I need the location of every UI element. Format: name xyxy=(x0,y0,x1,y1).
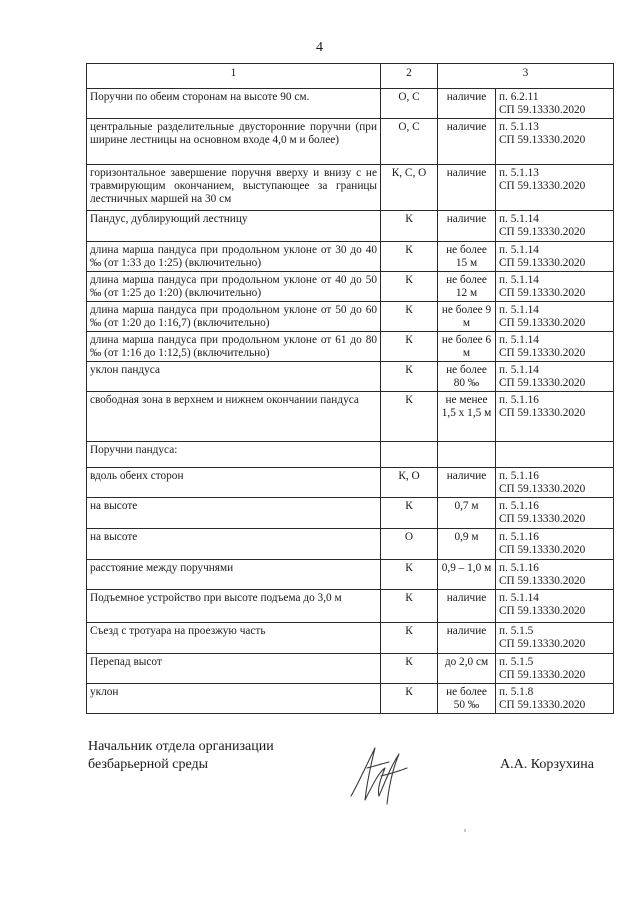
ref-clause: п. 5.1.5 xyxy=(499,656,534,668)
row-value: наличие xyxy=(438,119,496,165)
ref-clause: п. 5.1.14 xyxy=(499,274,539,286)
row-value: наличие xyxy=(438,468,496,498)
table-row xyxy=(87,211,614,242)
row-value: не более 50 ‰ xyxy=(438,684,496,714)
row-ref xyxy=(496,442,614,468)
row-ref xyxy=(496,332,614,362)
row-value: наличие xyxy=(438,623,496,654)
header-col-3: 3 xyxy=(438,64,614,89)
row-value: не более 9 м xyxy=(438,302,496,332)
row-ref xyxy=(496,242,614,272)
ref-clause: п. 5.1.14 xyxy=(499,213,539,225)
row-code: О, С xyxy=(381,119,438,165)
row-value: наличие xyxy=(438,89,496,119)
ref-standard: СП 59.13330.2020 xyxy=(499,699,586,711)
table-row xyxy=(87,89,614,119)
table-row xyxy=(87,302,614,332)
table-row xyxy=(87,560,614,590)
table-row xyxy=(87,623,614,654)
table-row xyxy=(87,529,614,560)
ref-clause: п. 5.1.14 xyxy=(499,364,539,376)
signatory-position xyxy=(88,738,274,774)
row-name: длина марша пандуса при продольном уклоне от 40 до 50 ‰ (от 1:25 до 1:20) (включительно) xyxy=(87,272,381,302)
row-ref xyxy=(496,302,614,332)
row-value: 0,9 м xyxy=(438,529,496,560)
row-code: К xyxy=(381,560,438,590)
row-code: К xyxy=(381,272,438,302)
row-ref xyxy=(496,165,614,211)
ref-clause: п. 5.1.13 xyxy=(499,167,539,179)
ref-standard: СП 59.13330.2020 xyxy=(499,377,586,389)
row-ref xyxy=(496,468,614,498)
page-number: 4 xyxy=(316,40,323,55)
ref-clause: п. 5.1.14 xyxy=(499,592,539,604)
ref-clause: п. 5.1.13 xyxy=(499,121,539,133)
table-row xyxy=(87,442,614,468)
row-ref xyxy=(496,272,614,302)
ref-clause: п. 5.1.14 xyxy=(499,244,539,256)
row-value: не более 15 м xyxy=(438,242,496,272)
row-name: центральные разделительные двусторонние поручни (при ширине лестницы на основном входе 4,0 м и более) xyxy=(87,119,381,165)
table-row xyxy=(87,119,614,165)
row-ref xyxy=(496,362,614,392)
row-ref xyxy=(496,89,614,119)
row-ref xyxy=(496,392,614,442)
row-value: не более 12 м xyxy=(438,272,496,302)
ref-clause: п. 5.1.14 xyxy=(499,304,539,316)
row-code: К xyxy=(381,498,438,529)
row-name: на высоте xyxy=(87,529,381,560)
scan-speck xyxy=(464,829,466,832)
row-ref xyxy=(496,590,614,623)
table-row xyxy=(87,498,614,529)
row-code: К xyxy=(381,654,438,684)
table-row xyxy=(87,684,614,714)
row-name: длина марша пандуса при продольном уклоне от 61 до 80 ‰ (от 1:16 до 1:12,5) (включительно) xyxy=(87,332,381,362)
row-ref xyxy=(496,654,614,684)
row-value: 0,9 – 1,0 м xyxy=(438,560,496,590)
table-row xyxy=(87,468,614,498)
row-code: О xyxy=(381,529,438,560)
row-code: К xyxy=(381,623,438,654)
row-code: К xyxy=(381,242,438,272)
row-code: К xyxy=(381,684,438,714)
row-name: уклон xyxy=(87,684,381,714)
table-row xyxy=(87,242,614,272)
ref-clause: п. 5.1.16 xyxy=(499,394,539,406)
position-line-2: безбарьерной среды xyxy=(88,757,209,772)
row-name: расстояние между поручнями xyxy=(87,560,381,590)
header-col-1: 1 xyxy=(87,64,381,89)
ref-standard: СП 59.13330.2020 xyxy=(499,180,586,192)
ref-clause: п. 5.1.16 xyxy=(499,562,539,574)
ref-standard: СП 59.13330.2020 xyxy=(499,638,586,650)
row-value: не более 6 м xyxy=(438,332,496,362)
handwritten-signature xyxy=(345,738,415,810)
ref-clause: п. 6.2.11 xyxy=(499,91,539,103)
row-code: К, О xyxy=(381,468,438,498)
row-name: горизонтальное завершение поручня вверху и внизу с не травмирующим окончанием, выступающее за границы лестничных маршей на 30 см xyxy=(87,165,381,211)
row-ref xyxy=(496,119,614,165)
ref-standard: СП 59.13330.2020 xyxy=(499,104,586,116)
row-code: К xyxy=(381,392,438,442)
row-code: К xyxy=(381,211,438,242)
row-value: не более 80 ‰ xyxy=(438,362,496,392)
row-name: Съезд с тротуара на проезжую часть xyxy=(87,623,381,654)
row-name: вдоль обеих сторон xyxy=(87,468,381,498)
table-row xyxy=(87,332,614,362)
row-name: Поручни пандуса: xyxy=(87,442,381,468)
row-code: О, С xyxy=(381,89,438,119)
table-row xyxy=(87,392,614,442)
ref-standard: СП 59.13330.2020 xyxy=(499,134,586,146)
row-code: К xyxy=(381,590,438,623)
row-name: Перепад высот xyxy=(87,654,381,684)
ref-standard: СП 59.13330.2020 xyxy=(499,287,586,299)
row-ref xyxy=(496,498,614,529)
ref-clause: п. 5.1.5 xyxy=(499,625,534,637)
ref-clause: п. 5.1.14 xyxy=(499,334,539,346)
row-ref xyxy=(496,684,614,714)
row-ref xyxy=(496,211,614,242)
row-name: длина марша пандуса при продольном уклоне от 30 до 40 ‰ (от 1:33 до 1:25) (включительно) xyxy=(87,242,381,272)
row-code: К xyxy=(381,362,438,392)
header-col-2: 2 xyxy=(381,64,438,89)
row-name: уклон пандуса xyxy=(87,362,381,392)
row-value: наличие xyxy=(438,590,496,623)
row-name: Поручни по обеим сторонам на высоте 90 см. xyxy=(87,89,381,119)
ref-standard: СП 59.13330.2020 xyxy=(499,669,586,681)
ref-clause: п. 5.1.16 xyxy=(499,531,539,543)
row-code: К, С, О xyxy=(381,165,438,211)
requirements-table xyxy=(86,63,614,714)
ref-clause: п. 5.1.16 xyxy=(499,500,539,512)
ref-standard: СП 59.13330.2020 xyxy=(499,347,586,359)
table-row xyxy=(87,165,614,211)
signer-name: А.А. Корзухина xyxy=(500,757,594,772)
table-row xyxy=(87,590,614,623)
ref-standard: СП 59.13330.2020 xyxy=(499,407,586,419)
row-name: на высоте xyxy=(87,498,381,529)
row-ref xyxy=(496,623,614,654)
row-value: наличие xyxy=(438,211,496,242)
ref-standard: СП 59.13330.2020 xyxy=(499,226,586,238)
position-line-1: Начальник отдела организации xyxy=(88,739,274,754)
row-name: длина марша пандуса при продольном уклоне от 50 до 60 ‰ (от 1:20 до 1:16,7) (включительно) xyxy=(87,302,381,332)
row-value: до 2,0 см xyxy=(438,654,496,684)
table-header-row xyxy=(87,64,614,89)
ref-standard: СП 59.13330.2020 xyxy=(499,513,586,525)
row-name: Подъемное устройство при высоте подъема до 3,0 м xyxy=(87,590,381,623)
table-row xyxy=(87,654,614,684)
row-value: наличие xyxy=(438,165,496,211)
ref-standard: СП 59.13330.2020 xyxy=(499,605,586,617)
row-name: Пандус, дублирующий лестницу xyxy=(87,211,381,242)
ref-standard: СП 59.13330.2020 xyxy=(499,544,586,556)
table-row xyxy=(87,362,614,392)
row-code: К xyxy=(381,302,438,332)
row-name: свободная зона в верхнем и нижнем окончании пандуса xyxy=(87,392,381,442)
table-row xyxy=(87,272,614,302)
ref-standard: СП 59.13330.2020 xyxy=(499,575,586,587)
row-value: не менее 1,5 х 1,5 м xyxy=(438,392,496,442)
row-code xyxy=(381,442,438,468)
row-ref xyxy=(496,529,614,560)
ref-clause: п. 5.1.16 xyxy=(499,470,539,482)
ref-standard: СП 59.13330.2020 xyxy=(499,483,586,495)
row-value: 0,7 м xyxy=(438,498,496,529)
row-ref xyxy=(496,560,614,590)
row-code: К xyxy=(381,332,438,362)
ref-standard: СП 59.13330.2020 xyxy=(499,317,586,329)
row-value xyxy=(438,442,496,468)
ref-clause: п. 5.1.8 xyxy=(499,686,534,698)
ref-standard: СП 59.13330.2020 xyxy=(499,257,586,269)
